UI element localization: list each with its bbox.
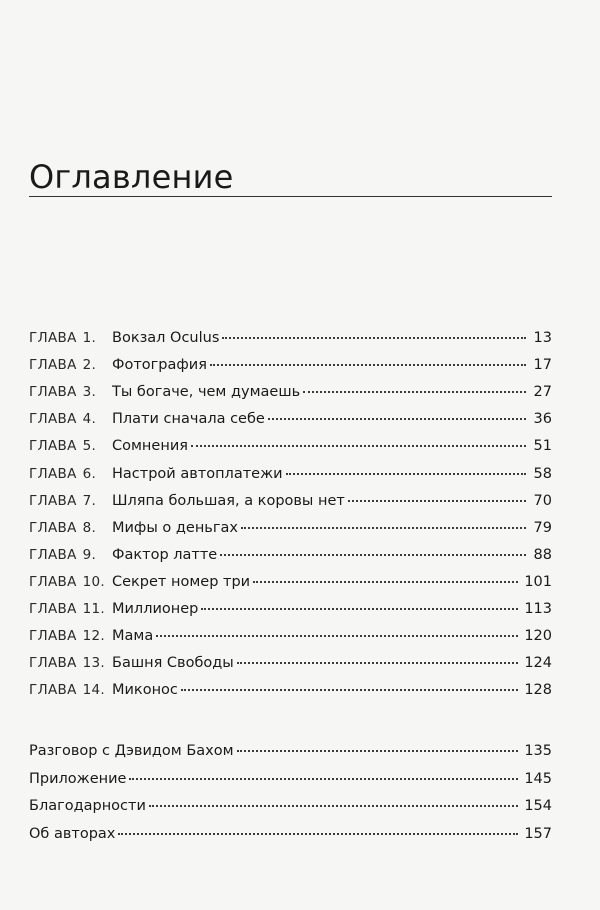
- dot-leader: [129, 778, 518, 780]
- page-number: 13: [533, 330, 552, 346]
- chapter-number: 7.: [82, 492, 97, 509]
- chapter-number: 9.: [82, 546, 97, 563]
- toc-chapter-row: [29, 655, 552, 679]
- chapter-label: [29, 520, 112, 536]
- chapter-title: Вокзал Oculus: [112, 330, 220, 346]
- page-number: 70: [533, 492, 552, 509]
- chapter-title: Фотография: [112, 357, 207, 374]
- extra-title: Разговор с Дэвидом Бахом: [29, 743, 234, 759]
- chapter-label: [29, 547, 112, 563]
- chapter-word: ГЛАВА: [29, 438, 77, 455]
- chapter-label: [29, 628, 112, 644]
- chapter-word: ГЛАВА: [29, 411, 77, 428]
- page-number: 51: [533, 438, 552, 455]
- chapter-number: 13.: [82, 655, 105, 672]
- toc-chapter-row: [29, 628, 552, 652]
- page-number: 145: [524, 770, 552, 787]
- dot-leader: [222, 337, 526, 339]
- chapter-title: Сомнения: [112, 438, 188, 455]
- chapter-label: [29, 655, 112, 671]
- page-number: 113: [524, 601, 552, 617]
- chapter-label: [29, 330, 112, 346]
- toc-chapter-row: [29, 438, 552, 462]
- chapter-number: 3.: [82, 384, 97, 401]
- page-number: 124: [524, 655, 552, 672]
- chapter-word: ГЛАВА: [29, 330, 77, 346]
- chapter-number: 2.: [82, 357, 97, 374]
- chapter-title: Миконос: [112, 682, 178, 699]
- toc-title: Оглавление: [29, 158, 234, 196]
- chapter-label: [29, 682, 112, 698]
- chapter-number: 5.: [82, 438, 97, 455]
- dot-leader: [268, 418, 526, 420]
- chapter-title: Миллионер: [112, 601, 199, 617]
- dot-leader: [237, 750, 519, 752]
- chapter-word: ГЛАВА: [29, 655, 77, 672]
- chapter-word: ГЛАВА: [29, 546, 77, 563]
- dot-leader: [118, 833, 518, 835]
- page-number: 120: [524, 628, 552, 645]
- chapter-word: ГЛАВА: [29, 465, 77, 482]
- chapter-label: [29, 438, 112, 454]
- chapter-title: Башня Свободы: [112, 655, 234, 672]
- chapter-word: ГЛАВА: [29, 573, 77, 590]
- dot-leader: [149, 805, 518, 807]
- chapter-label: [29, 493, 112, 509]
- page-number: 135: [524, 743, 552, 759]
- toc-extra-row: [29, 826, 552, 850]
- page-number: 36: [533, 411, 552, 428]
- dot-leader: [303, 391, 526, 393]
- chapter-label: [29, 466, 112, 482]
- chapter-number: 10.: [82, 573, 105, 590]
- chapter-title: Секрет номер три: [112, 573, 251, 590]
- chapter-title: Шляпа большая, а коровы нет: [112, 492, 345, 509]
- page-number: 27: [533, 384, 552, 401]
- toc-chapter-row: [29, 357, 552, 381]
- page-number: 88: [533, 546, 552, 563]
- toc-chapter-row: [29, 493, 552, 517]
- toc-extra-row: [29, 743, 552, 767]
- dot-leader: [286, 473, 526, 475]
- extra-title: Приложение: [29, 770, 127, 787]
- chapter-number: 6.: [82, 465, 97, 482]
- chapter-word: ГЛАВА: [29, 682, 77, 699]
- chapter-word: ГЛАВА: [29, 492, 77, 509]
- chapter-title: Фактор латте: [112, 546, 218, 563]
- chapter-label: [29, 601, 112, 617]
- toc-chapter-row: [29, 682, 552, 706]
- extra-title: Благодарности: [29, 798, 146, 815]
- dot-leader: [181, 689, 518, 691]
- toc-chapter-row: [29, 574, 552, 598]
- chapter-number: 11.: [82, 601, 105, 617]
- page-number: 154: [524, 798, 552, 815]
- chapter-number: 4.: [82, 411, 97, 428]
- dot-leader: [253, 581, 518, 583]
- page-number: 58: [533, 465, 552, 482]
- chapter-title: Настрой автоплатежи: [112, 465, 283, 482]
- dot-leader: [241, 527, 526, 529]
- toc-chapter-row: [29, 411, 552, 435]
- chapter-label: [29, 357, 112, 373]
- chapter-label: [29, 384, 112, 400]
- dot-leader: [191, 445, 526, 447]
- toc-extra-row: [29, 798, 552, 822]
- toc-extra-row: [29, 771, 552, 795]
- toc-chapter-row: [29, 330, 552, 354]
- dot-leader: [210, 364, 526, 366]
- title-rule: [29, 196, 552, 197]
- chapter-title: Плати сначала себе: [112, 411, 265, 428]
- chapter-word: ГЛАВА: [29, 357, 77, 374]
- toc-chapter-row: [29, 466, 552, 490]
- dot-leader: [201, 608, 518, 610]
- extra-title: Об авторах: [29, 826, 116, 843]
- toc-chapter-row: [29, 547, 552, 571]
- page-number: 157: [524, 826, 552, 843]
- chapter-label: [29, 574, 112, 590]
- dot-leader: [156, 635, 518, 637]
- toc-chapter-row: [29, 601, 552, 625]
- page-number: 128: [524, 682, 552, 699]
- chapter-number: 1.: [82, 330, 97, 346]
- chapter-number: 12.: [82, 628, 105, 645]
- dot-leader: [237, 662, 519, 664]
- chapter-number: 8.: [82, 519, 97, 536]
- chapter-word: ГЛАВА: [29, 519, 77, 536]
- chapter-title: Мифы о деньгах: [112, 519, 238, 536]
- toc-chapter-row: [29, 384, 552, 408]
- toc-chapter-row: [29, 520, 552, 544]
- chapter-number: 14.: [82, 682, 105, 699]
- chapter-title: Ты богаче, чем думаешь: [112, 384, 301, 401]
- dot-leader: [220, 554, 526, 556]
- chapter-word: ГЛАВА: [29, 601, 77, 617]
- page-number: 101: [524, 573, 552, 590]
- chapter-word: ГЛАВА: [29, 628, 77, 645]
- chapter-label: [29, 411, 112, 427]
- page-number: 17: [533, 357, 552, 374]
- page-number: 79: [533, 519, 552, 536]
- chapter-title: Мама: [112, 628, 154, 645]
- dot-leader: [348, 500, 526, 502]
- chapter-word: ГЛАВА: [29, 384, 77, 401]
